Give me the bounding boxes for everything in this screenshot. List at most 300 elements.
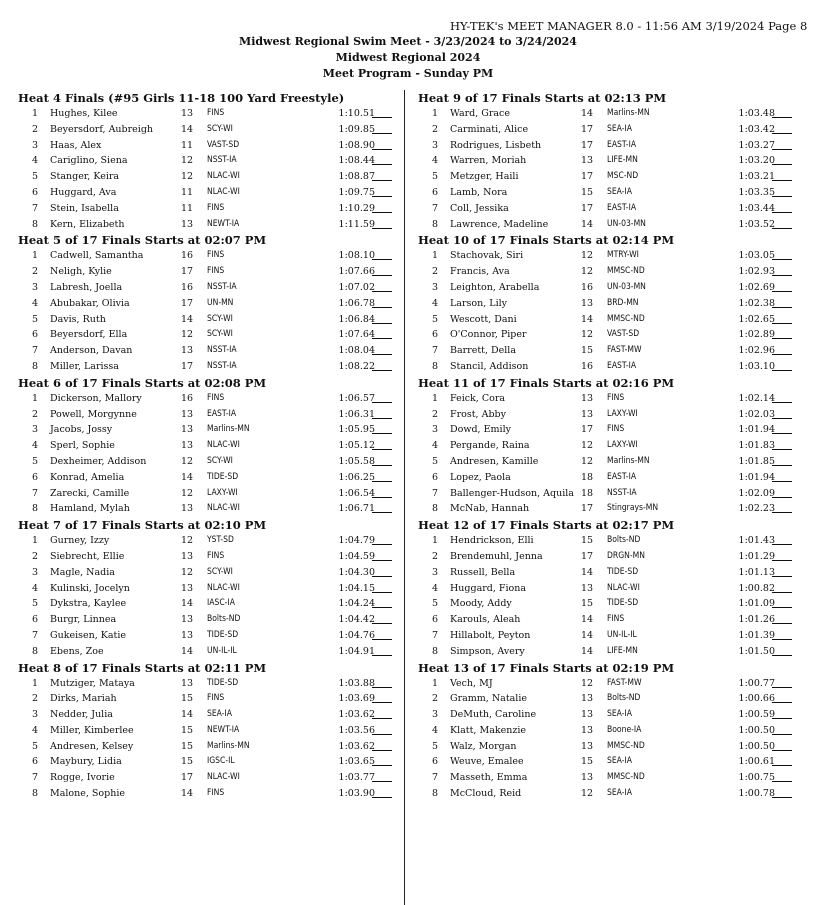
lane-number: 2 [431,123,439,135]
heat-title: Heat 7 of 17 Finals Starts at 02:10 PM [18,518,267,533]
swimmer-age: 14 [181,471,194,483]
result-blank-line [772,592,792,593]
team-code: FINS [207,550,225,561]
swimmer-age: 11 [181,186,194,198]
result-blank-line [772,307,792,308]
swimmer-row [18,612,398,628]
lane-number: 1 [431,392,439,404]
team-code: NLAC-WI [207,582,240,593]
heat-title: Heat 8 of 17 Finals Starts at 02:11 PM [18,660,267,675]
swimmer-row [18,138,398,154]
lane-number: 6 [431,186,439,198]
seed-time: 1:00.82 [738,582,775,594]
seed-time: 1:03.90 [338,788,375,800]
swimmer-age: 15 [581,756,594,768]
seed-time: 1:06.31 [338,408,375,420]
result-blank-line [772,797,792,798]
seed-time: 1:01.13 [738,566,775,578]
lane-number: 2 [31,693,39,705]
swimmer-age: 12 [581,250,594,262]
lane-number: 3 [431,566,439,578]
swimmer-row [418,201,798,217]
swimmer-name: McNab, Hannah [450,503,530,515]
lane-number: 4 [31,724,39,736]
lane-number: 2 [31,408,39,420]
result-blank-line [772,639,792,640]
swimmer-row [418,248,798,264]
swimmer-row [18,549,398,565]
swimmer-name: Burgr, Linnea [50,614,117,626]
seed-time: 1:09.75 [338,186,375,198]
swimmer-row [18,770,398,786]
swimmer-age: 13 [181,550,194,562]
swimmer-age: 15 [181,693,194,705]
swimmer-name: Warren, Moriah [450,155,527,167]
swimmer-name: Huggard, Ava [50,186,117,198]
swimmer-row [18,707,398,723]
swimmer-row [18,296,398,312]
swimmer-row [18,486,398,502]
result-blank-line [372,402,392,403]
swimmer-age: 14 [181,645,194,657]
swimmer-name: Stein, Isabella [50,202,119,214]
result-blank-line [372,212,392,213]
team-code: SCY-WI [207,329,233,340]
team-code: Marlins-MN [607,455,650,466]
result-blank-line [372,228,392,229]
swimmer-row [418,454,798,470]
swimmer-name: Karouls, Aleah [450,614,521,626]
result-blank-line [772,702,792,703]
result-blank-line [772,433,792,434]
team-code: FINS [607,614,625,625]
swimmer-age: 15 [181,724,194,736]
lane-number: 2 [431,550,439,562]
result-blank-line [372,418,392,419]
right-column [418,90,798,802]
lane-number: 8 [31,503,39,515]
swimmer-name: Dexheimer, Addison [50,455,147,467]
lane-number: 6 [431,614,439,626]
result-blank-line [372,481,392,482]
lane-number: 6 [431,756,439,768]
result-blank-line [372,465,392,466]
result-blank-line [372,370,392,371]
swimmer-age: 12 [581,455,594,467]
lane-number: 4 [431,297,439,309]
swimmer-row [418,407,798,423]
swimmer-row [418,217,798,233]
result-blank-line [772,449,792,450]
team-code: NLAC-WI [207,171,240,182]
seed-time: 1:03.05 [738,250,775,262]
swimmer-age: 14 [181,313,194,325]
result-blank-line [372,291,392,292]
lane-number: 3 [31,424,39,436]
swimmer-name: Klatt, Makenzie [450,724,527,736]
team-code: LAXY-WI [607,408,638,419]
swimmer-age: 13 [581,724,594,736]
lane-number: 1 [31,250,39,262]
seed-time: 1:03.20 [738,155,775,167]
lane-number: 7 [431,345,439,357]
seed-time: 1:01.94 [738,424,775,436]
team-code: TIDE-SD [607,566,639,577]
meet-title: Midwest Regional Swim Meet - 3/23/2024 to 3/24/2024 [239,35,577,48]
swimmer-name: Stanger, Keira [50,171,120,183]
swimmer-row [18,169,398,185]
swimmer-name: Larson, Lily [450,297,508,309]
lane-number: 4 [31,582,39,594]
seed-time: 1:00.50 [738,740,775,752]
swimmer-row [418,770,798,786]
lane-number: 1 [431,535,439,547]
result-blank-line [372,702,392,703]
result-blank-line [772,323,792,324]
swimmer-row [418,723,798,739]
lane-number: 2 [431,266,439,278]
seed-time: 1:07.66 [338,266,375,278]
swimmer-name: Andresen, Kamille [450,455,539,467]
team-code: LIFE-MN [607,645,638,656]
lane-number: 8 [31,645,39,657]
team-code: FINS [207,202,225,213]
swimmer-row [18,122,398,138]
result-blank-line [372,323,392,324]
result-blank-line [372,149,392,150]
swimmer-name: Sperl, Sophie [50,440,115,452]
lane-number: 6 [31,614,39,626]
result-blank-line [372,592,392,593]
swimmer-row [418,596,798,612]
result-blank-line [772,418,792,419]
swimmer-name: Carminati, Alice [450,123,529,135]
swimmer-row [418,612,798,628]
swimmer-row [18,391,398,407]
seed-time: 1:00.75 [738,772,775,784]
seed-time: 1:03.48 [738,108,775,119]
swimmer-name: Cariglino, Siena [50,155,128,167]
result-blank-line [372,196,392,197]
result-blank-line [372,497,392,498]
swimmer-name: Russell, Bella [450,566,516,578]
swimmer-age: 12 [181,171,194,183]
seed-time: 1:03.52 [738,218,775,230]
result-blank-line [372,607,392,608]
team-code: TIDE-SD [207,677,239,688]
lane-number: 3 [431,139,439,151]
seed-time: 1:05.12 [338,440,375,452]
result-blank-line [372,781,392,782]
swimmer-row [18,280,398,296]
team-code: EAST-IA [607,471,637,482]
swimmer-row [18,581,398,597]
lane-number: 6 [431,471,439,483]
swimmer-name: Stancil, Addison [450,360,529,372]
seed-time: 1:03.56 [338,724,375,736]
result-blank-line [372,560,392,561]
swimmer-row [18,438,398,454]
lane-number: 3 [31,709,39,721]
seed-time: 1:03.42 [738,123,775,135]
swimmer-age: 13 [181,108,194,119]
heat-block [18,232,398,374]
result-blank-line [772,291,792,292]
team-code: FINS [207,788,225,799]
swimmer-age: 15 [181,756,194,768]
team-code: SCY-WI [207,123,233,134]
team-code: Bolts-ND [607,693,641,704]
swimmer-name: Neligh, Kylie [50,266,112,278]
seed-time: 1:03.77 [338,772,375,784]
swimmer-row [418,786,798,802]
lane-number: 8 [431,360,439,372]
lane-number: 4 [31,155,39,167]
seed-time: 1:07.64 [338,329,375,341]
result-blank-line [772,117,792,118]
heat-title: Heat 10 of 17 Finals Starts at 02:14 PM [418,233,675,248]
result-blank-line [772,402,792,403]
swimmer-name: Masseth, Emma [450,772,528,784]
swimmer-age: 13 [581,408,594,420]
swimmer-row [418,327,798,343]
seed-time: 1:08.44 [338,155,375,167]
team-code: VAST-SD [207,139,240,150]
seed-time: 1:04.59 [338,550,375,562]
lane-number: 6 [431,329,439,341]
seed-time: 1:08.04 [338,345,375,357]
swimmer-row [418,628,798,644]
heat-title: Heat 12 of 17 Finals Starts at 02:17 PM [418,518,675,533]
result-blank-line [372,797,392,798]
result-blank-line [772,734,792,735]
lane-number: 8 [431,503,439,515]
team-code: UN-IL-IL [207,645,237,656]
heat-block [418,232,798,374]
swimmer-age: 14 [181,788,194,800]
lane-number: 2 [31,266,39,278]
result-blank-line [372,164,392,165]
swimmer-name: Beyersdorf, Aubreigh [50,123,154,135]
team-code: UN-03-MN [607,218,646,229]
result-blank-line [772,497,792,498]
seed-time: 1:00.77 [738,677,775,689]
swimmer-name: Hillabolt, Peyton [450,629,531,641]
swimmer-age: 13 [181,345,194,357]
swimmer-age: 13 [581,582,594,594]
swimmer-age: 14 [581,313,594,325]
team-code: LIFE-MN [607,155,638,166]
swimmer-name: Ebens, Zoe [50,645,104,657]
swimmer-name: Feick, Cora [450,392,506,404]
swimmer-name: Zarecki, Camille [50,487,130,499]
team-code: MMSC-ND [607,772,645,783]
swimmer-name: Dowd, Emily [450,424,511,436]
swimmer-name: Barrett, Della [450,345,517,357]
seed-time: 1:09.85 [338,123,375,135]
lane-number: 5 [431,313,439,325]
swimmer-age: 13 [181,503,194,515]
swimmer-name: Brendemuhl, Jenna [450,550,543,562]
result-blank-line [372,259,392,260]
seed-time: 1:04.15 [338,582,375,594]
swimmer-row [418,739,798,755]
swimmer-row [18,153,398,169]
swimmer-age: 15 [581,535,594,547]
team-code: FINS [607,424,625,435]
swimmer-name: Weuve, Emalee [450,756,524,768]
swimmer-age: 13 [581,392,594,404]
result-blank-line [372,576,392,577]
swimmer-row [18,596,398,612]
seed-time: 1:04.30 [338,566,375,578]
swimmer-name: Davis, Ruth [50,313,106,325]
swimmer-name: Stachovak, Siri [450,250,524,262]
heat-block [418,375,798,517]
lane-number: 7 [31,772,39,784]
swimmer-name: Nedder, Julia [50,709,113,721]
swimmer-age: 12 [581,266,594,278]
seed-time: 1:06.71 [338,503,375,515]
swimmer-name: Maybury, Lidia [50,756,122,768]
lane-number: 3 [431,709,439,721]
seed-time: 1:04.91 [338,645,375,657]
result-blank-line [372,655,392,656]
swimmer-name: Cadwell, Samantha [50,250,144,262]
swimmer-age: 14 [581,108,594,119]
team-code: NLAC-WI [607,582,640,593]
result-blank-line [772,338,792,339]
result-blank-line [372,338,392,339]
lane-number: 1 [431,250,439,262]
seed-time: 1:02.96 [738,345,775,357]
seed-time: 1:00.61 [738,756,775,768]
result-blank-line [772,354,792,355]
swimmer-row [18,217,398,233]
seed-time: 1:00.50 [738,724,775,736]
swimmer-row [418,581,798,597]
team-code: FINS [207,266,225,277]
swimmer-age: 17 [581,424,594,436]
lane-number: 1 [31,535,39,547]
swimmer-row [418,122,798,138]
seed-time: 1:08.10 [338,250,375,262]
lane-number: 5 [431,598,439,610]
swimmer-name: Ward, Grace [450,108,511,119]
swimmer-age: 13 [581,772,594,784]
swimmer-row [418,501,798,517]
swimmer-row [418,391,798,407]
swimmer-age: 12 [181,329,194,341]
seed-time: 1:04.24 [338,598,375,610]
meet-program: Meet Program - Sunday PM [322,67,494,80]
team-code: SEA-IA [607,123,632,134]
result-blank-line [772,718,792,719]
seed-time: 1:03.44 [738,202,775,214]
swimmer-age: 17 [581,550,594,562]
team-code: MSC-ND [607,171,639,182]
swimmer-age: 17 [181,360,194,372]
team-code: TIDE-SD [207,471,239,482]
swimmer-age: 17 [181,772,194,784]
swimmer-age: 17 [581,171,594,183]
swimmer-age: 16 [581,281,594,293]
lane-number: 7 [31,629,39,641]
swimmer-age: 18 [581,487,594,499]
swimmer-name: Abubakar, Olivia [50,297,130,309]
swimmer-age: 16 [581,360,594,372]
team-code: FINS [207,392,225,403]
swimmer-age: 12 [181,155,194,167]
team-code: EAST-IA [607,202,637,213]
swimmer-name: O'Connor, Piper [450,329,527,341]
swimmer-name: Miller, Kimberlee [50,724,134,736]
lane-number: 3 [31,566,39,578]
heat-block [418,660,798,802]
result-blank-line [772,560,792,561]
lane-number: 4 [431,582,439,594]
swimmer-row [18,676,398,692]
team-code: Boone-IA [607,724,642,735]
lane-number: 8 [431,218,439,230]
swimmer-age: 17 [581,202,594,214]
swimmer-age: 15 [181,740,194,752]
swimmer-age: 17 [581,503,594,515]
swimmer-name: Gramm, Natalie [450,693,528,705]
swimmer-age: 14 [581,645,594,657]
swimmer-age: 17 [581,139,594,151]
swimmer-row [418,264,798,280]
team-code: VAST-SD [607,329,640,340]
result-blank-line [772,607,792,608]
team-code: FAST-MW [607,677,642,688]
swimmer-name: Jacobs, Jossy [50,424,113,436]
seed-time: 1:03.10 [738,360,775,372]
seed-time: 1:03.65 [338,756,375,768]
heat-title: Heat 9 of 17 Finals Starts at 02:13 PM [418,91,667,105]
lane-number: 3 [431,281,439,293]
seed-time: 1:10.29 [338,202,375,214]
lane-number: 1 [31,108,39,119]
result-blank-line [772,544,792,545]
heat-block [418,517,798,659]
swimmer-row [418,343,798,359]
result-blank-line [772,180,792,181]
seed-time: 1:10.51 [338,108,375,119]
seed-time: 1:02.89 [738,329,775,341]
seed-time: 1:04.42 [338,614,375,626]
seed-time: 1:06.78 [338,297,375,309]
swimmer-name: Siebrecht, Ellie [50,550,125,562]
swimmer-row [418,644,798,660]
result-blank-line [372,687,392,688]
swimmer-age: 12 [181,535,194,547]
lane-number: 7 [31,202,39,214]
swimmer-row [418,359,798,375]
swimmer-name: Mutziger, Mataya [50,677,135,689]
swimmer-name: Moody, Addy [450,598,512,610]
swimmer-age: 13 [181,218,194,230]
swimmer-age: 16 [181,392,194,404]
swimmer-age: 15 [581,345,594,357]
left-column [18,90,398,802]
swimmer-name: Lamb, Nora [450,186,508,198]
heat-title: Heat 13 of 17 Finals Starts at 02:19 PM [418,660,675,675]
team-code: MMSC-ND [607,740,645,751]
lane-number: 3 [31,281,39,293]
team-code: SCY-WI [207,313,233,324]
swimmer-row [18,248,398,264]
